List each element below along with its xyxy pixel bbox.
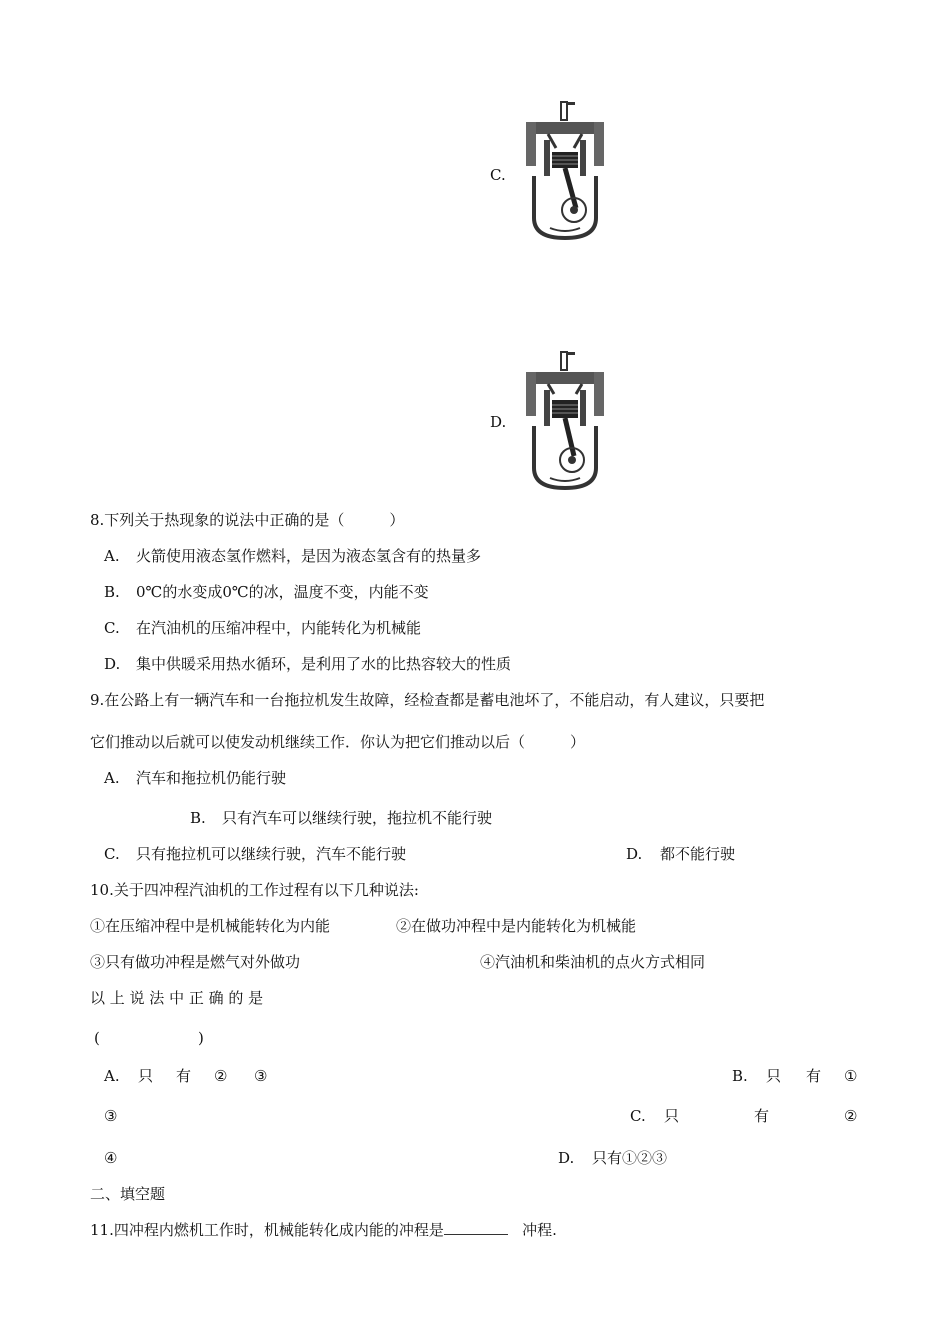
q11-line bbox=[90, 1220, 557, 1240]
q10-option-b-part: 只 bbox=[766, 1067, 782, 1085]
q8-option-d-letter: D. bbox=[104, 655, 121, 673]
q10-option-b-part: 有 bbox=[806, 1067, 822, 1085]
q9-stem-line2: 它们推动以后就可以使发动机继续工作．你认为把它们推动以后（ ） bbox=[90, 733, 586, 751]
q9-option-c-letter: C. bbox=[104, 845, 120, 863]
q8-option-b-letter: B. bbox=[104, 583, 120, 601]
q8-option-c-letter: C. bbox=[104, 619, 120, 637]
q8-option-a-letter: A. bbox=[104, 547, 120, 565]
q9-stem-line1: 9.在公路上有一辆汽车和一台拖拉机发生故障，经检查都是蓄电池坏了，不能启动，有人建议，只要把 bbox=[90, 691, 765, 709]
q10-option-b-letter: B. bbox=[732, 1067, 748, 1085]
q10-option-b-part: ① bbox=[844, 1067, 858, 1085]
q10-option-a-part: ② bbox=[214, 1067, 228, 1085]
q11-text-before: 11.四冲程内燃机工作时，机械能转化成内能的冲程是 bbox=[90, 1221, 444, 1239]
q10-paren-open: ( bbox=[94, 1029, 100, 1047]
q10-option-c-letter: C. bbox=[630, 1107, 646, 1125]
q9-option-c-text: 只有拖拉机可以继续行驶，汽车不能行驶 bbox=[136, 845, 407, 863]
q9-option-a-letter: A. bbox=[104, 769, 120, 787]
q10-option-d-letter: D. bbox=[558, 1149, 575, 1167]
q10-statement-4: ④汽油机和柴油机的点火方式相同 bbox=[480, 953, 706, 971]
engine-diagram-c bbox=[522, 100, 608, 242]
q10-option-a-part: 有 bbox=[176, 1067, 192, 1085]
q10-option-b-part: ③ bbox=[104, 1107, 118, 1125]
q8-stem: 8.下列关于热现象的说法中正确的是（ ） bbox=[90, 511, 405, 529]
q11-text-after: 冲程. bbox=[522, 1221, 557, 1239]
q10-option-c-part: ② bbox=[844, 1107, 858, 1125]
q10-option-a-part: ③ bbox=[254, 1067, 268, 1085]
q8-option-d-text: 集中供暖采用热水循环，是利用了水的比热容较大的性质 bbox=[136, 655, 512, 673]
q10-option-c-part: 只 bbox=[664, 1107, 680, 1125]
option-d-label: D. bbox=[490, 413, 507, 431]
q10-paren-close: ) bbox=[198, 1029, 204, 1047]
q10-option-c-part: 有 bbox=[754, 1107, 770, 1125]
q10-statement-2: ②在做功冲程中是内能转化为机械能 bbox=[396, 917, 637, 935]
q10-stem: 10.关于四冲程汽油机的工作过程有以下几种说法: bbox=[90, 881, 419, 899]
q9-option-b-text: 只有汽车可以继续行驶，拖拉机不能行驶 bbox=[222, 809, 493, 827]
q9-option-b-letter: B. bbox=[190, 809, 206, 827]
q10-statement-3: ③只有做功冲程是燃气对外做功 bbox=[90, 953, 301, 971]
option-c-label: C. bbox=[490, 166, 506, 184]
q8-option-a-text: 火箭使用液态氢作燃料，是因为液态氢含有的热量多 bbox=[136, 547, 482, 565]
q11-answer-blank[interactable] bbox=[444, 1220, 508, 1235]
q10-option-c-part: ④ bbox=[104, 1149, 118, 1167]
q10-ask: 以 上 说 法 中 正 确 的 是 bbox=[90, 989, 264, 1007]
q8-option-b-text: 0℃的水变成0℃的冰，温度不变，内能不变 bbox=[136, 583, 429, 601]
q10-option-d-text: 只有①②③ bbox=[592, 1149, 668, 1167]
q10-statement-1: ①在压缩冲程中是机械能转化为内能 bbox=[90, 917, 331, 935]
q8-option-c-text: 在汽油机的压缩冲程中，内能转化为机械能 bbox=[136, 619, 422, 637]
q9-option-a-text: 汽车和拖拉机仍能行驶 bbox=[136, 769, 287, 787]
q10-option-a-letter: A. bbox=[104, 1067, 120, 1085]
q10-option-a-part: 只 bbox=[138, 1067, 154, 1085]
engine-diagram-d bbox=[522, 350, 608, 492]
q9-option-d-text: 都不能行驶 bbox=[660, 845, 736, 863]
q9-option-d-letter: D. bbox=[626, 845, 643, 863]
section-title: 二、填空题 bbox=[90, 1185, 166, 1203]
